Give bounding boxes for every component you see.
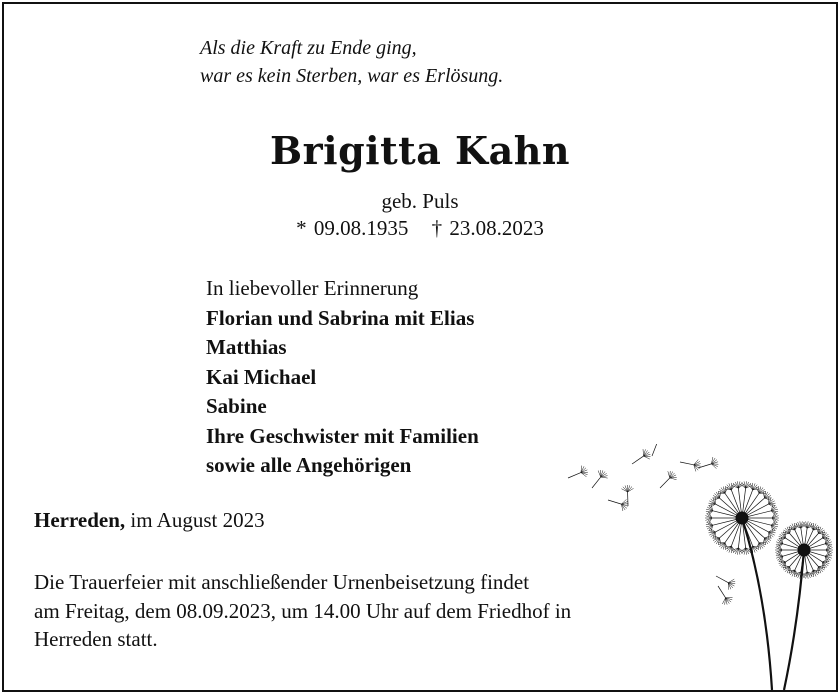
place-town: Herreden, xyxy=(34,508,126,532)
mourner-name: Ihre Geschwister mit Familien xyxy=(206,423,479,448)
mourners-intro: In liebevoller Erinnerung xyxy=(206,276,419,300)
mourners-list xyxy=(206,274,479,481)
service-line-1: Die Trauerfeier mit anschließender Urnenbeisetzung findet xyxy=(34,570,530,594)
mourner-name: Kai Michael xyxy=(206,364,317,389)
death-date: † 23.08.2023 xyxy=(431,216,544,240)
mourner-name: sowie alle Angehörigen xyxy=(206,453,412,477)
service-line-3: Herreden statt. xyxy=(34,627,158,651)
quote-line-1: Als die Kraft zu Ende ging, xyxy=(200,37,417,59)
mourner-name: Florian und Sabrina mit Elias xyxy=(206,305,475,330)
birth-date: * 09.08.1935 xyxy=(296,216,409,240)
dandelion-icon xyxy=(548,444,838,690)
deceased-name: Brigitta Kahn xyxy=(270,128,570,173)
life-dates xyxy=(0,216,840,241)
place-date-text: im August 2023 xyxy=(130,508,265,532)
born-name: geb. Puls xyxy=(381,189,459,213)
mourner-name: Matthias xyxy=(206,335,287,359)
obituary-quote xyxy=(200,34,503,90)
mourner-name: Sabine xyxy=(206,394,267,418)
quote-line-2: war es kein Sterben, war es Erlösung. xyxy=(200,65,504,87)
place-date xyxy=(34,508,265,533)
service-line-2: am Freitag, dem 08.09.2023, um 14.00 Uhr auf dem Friedhof in xyxy=(34,598,572,623)
